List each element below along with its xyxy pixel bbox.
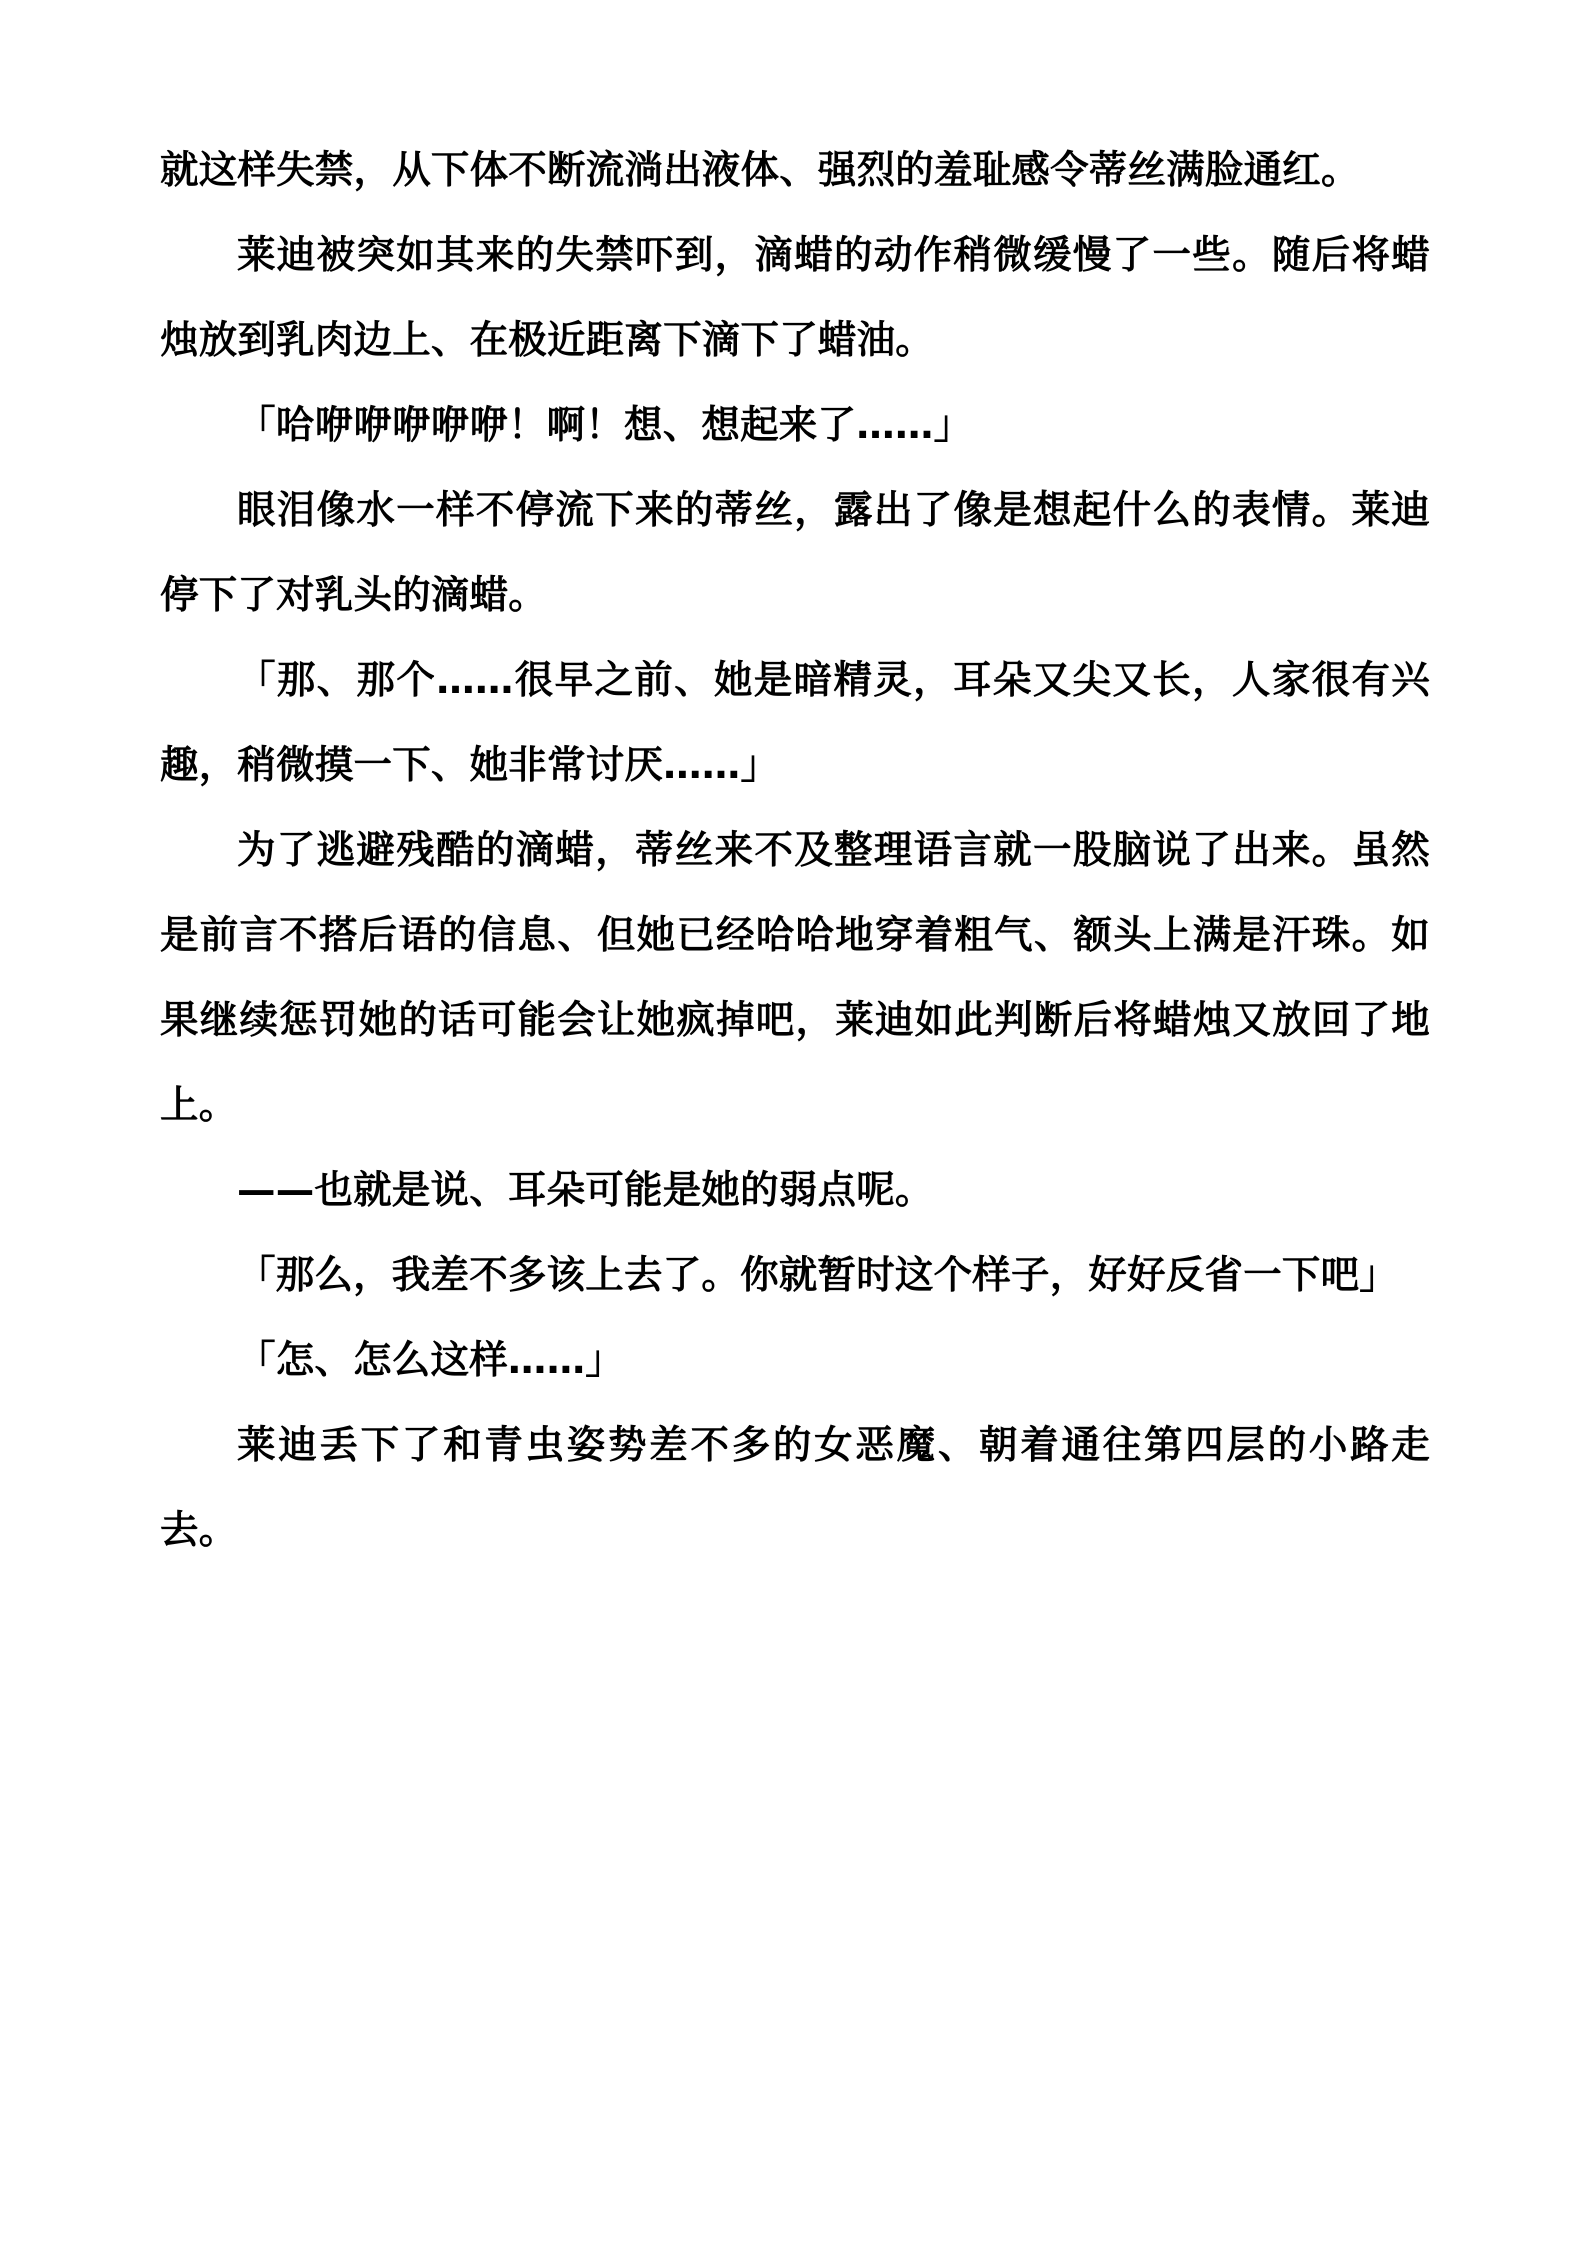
paragraph-2: 莱迪被突如其来的失禁吓到，滴蜡的动作稍微缓慢了一些。随后将蜡烛放到乳肉边上、在极近距离下滴下了蜡油。: [160, 233, 1430, 363]
page-body-text: [160, 128, 1430, 1573]
paragraph-4: 眼泪像水一样不停流下来的蒂丝，露出了像是想起什么的表情。莱迪停下了对乳头的滴蜡。: [160, 488, 1430, 618]
paragraph-1: 就这样失禁，从下体不断流淌出液体、强烈的羞耻感令蒂丝满脸通红。: [160, 148, 1360, 193]
paragraph-5-dialogue: 「那、那个……很早之前、她是暗精灵，耳朵又尖又长，人家很有兴趣，稍微摸一下、她非常讨厌……」: [160, 658, 1430, 788]
paragraph-6: 为了逃避残酷的滴蜡，蒂丝来不及整理语言就一股脑说了出来。虽然是前言不搭后语的信息、但她已经哈哈地穿着粗气、额头上满是汗珠。如果继续惩罚她的话可能会让她疯掉吧，莱迪如此判断后将蜡烛又放回了地上。: [160, 828, 1430, 1128]
paragraph-3-dialogue: 「哈咿咿咿咿咿！啊！想、想起来了……」: [237, 403, 973, 448]
paragraph-10: 莱迪丢下了和青虫姿势差不多的女恶魔、朝着通往第四层的小路走去。: [160, 1423, 1430, 1553]
paragraph-8-dialogue: 「那么，我差不多该上去了。你就暂时这个样子，好好反省一下吧」: [237, 1253, 1399, 1298]
paragraph-9-dialogue: 「怎、怎么这样……」: [237, 1338, 625, 1383]
paragraph-7-inner-monologue: ——也就是说、耳朵可能是她的弱点呢。: [237, 1168, 934, 1213]
